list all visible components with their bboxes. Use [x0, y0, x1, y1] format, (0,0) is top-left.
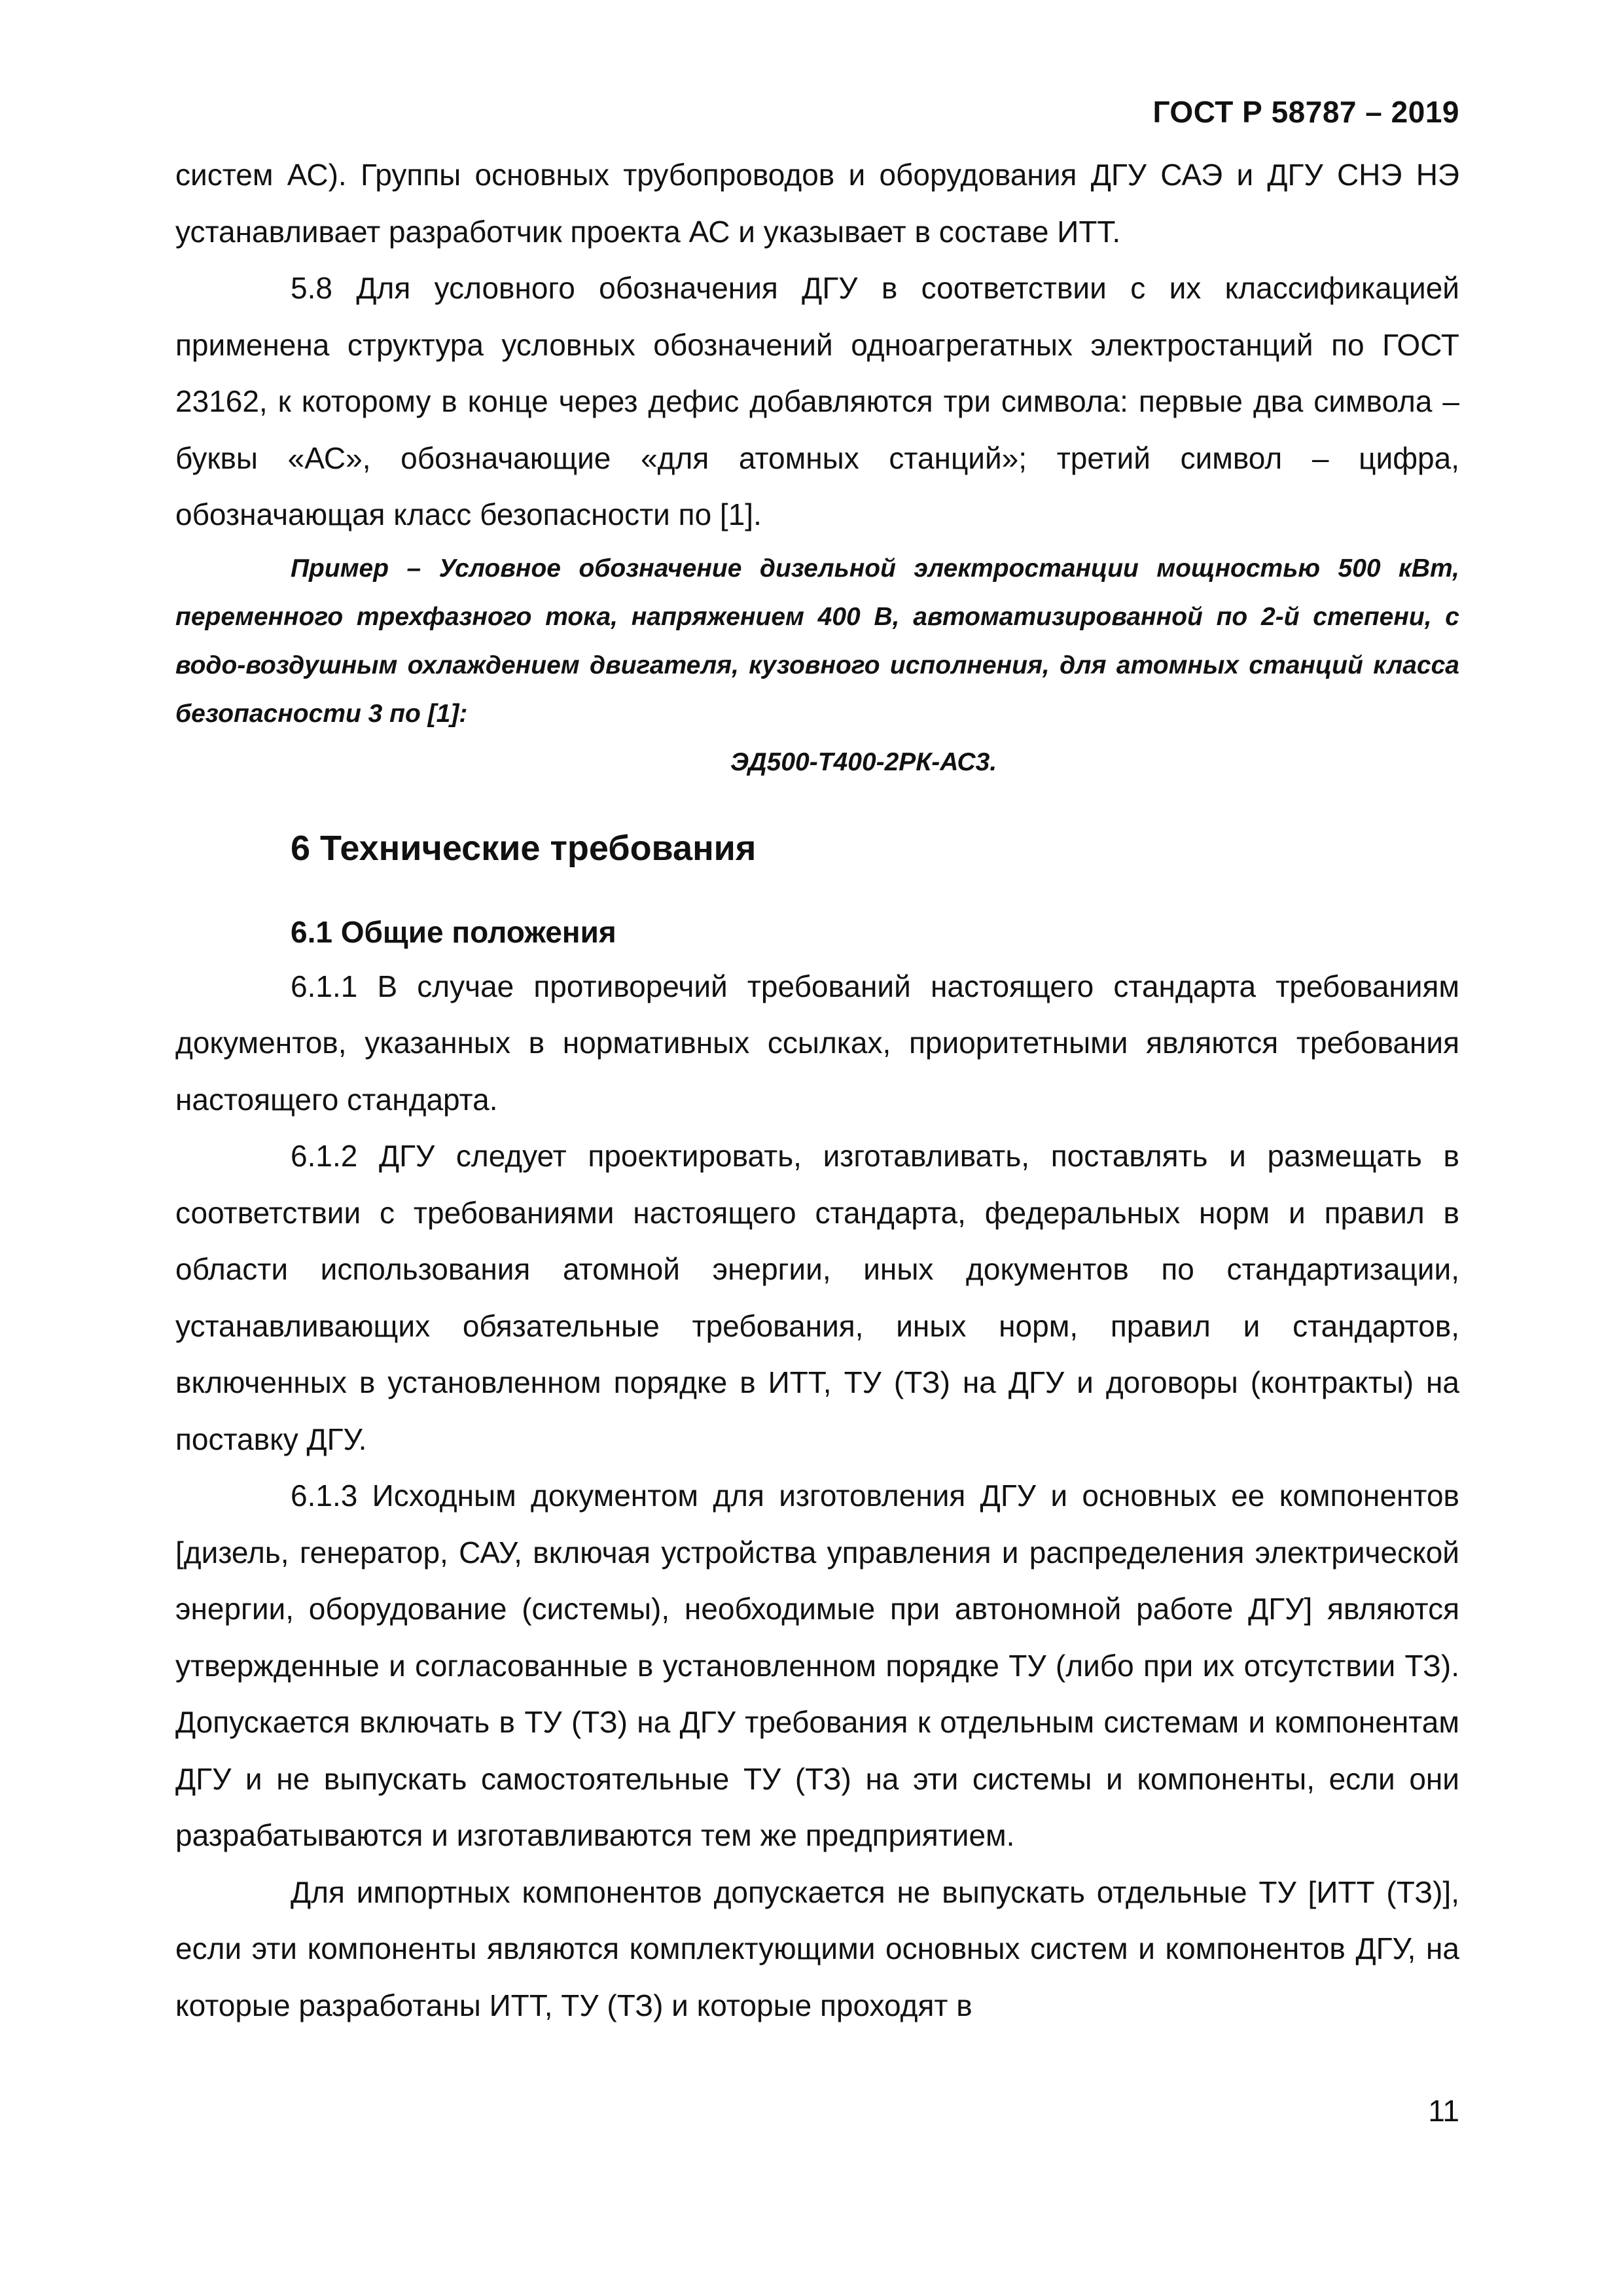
subsection-heading-6-1: 6.1 Общие положения — [291, 914, 616, 949]
paragraph-imported-components: Для импортных компонентов допускается не выпускать отдельные ТУ [ИТТ (ТЗ)], если эти компоненты являются комплектующими основных систем и компонентов ДГУ, на которые разработаны ИТТ, ТУ (ТЗ) и которые проходят в — [175, 1874, 1459, 2022]
document-id-header: ГОСТ Р 58787 – 2019 — [1152, 95, 1459, 129]
section-heading-6: 6 Технические требования — [291, 828, 757, 868]
paragraph-5-8: 5.8 Для условного обозначения ДГУ в соответствии с их классификацией применена структура условных обозначений одноагрегатных электростанций по ГОСТ 23162, к которому в конце через дефис добавляются три символа: первые два символа – буквы «АС», обозначающие «для атомных станций»; третий символ – цифра, обозначающая класс безопасности по [1]. — [175, 271, 1459, 531]
paragraph-6-1-3: 6.1.3 Исходным документом для изготовления ДГУ и основных ее компонентов [дизель, генератор, САУ, включая устройства управления и распределения электрической энергии, оборудование (системы), необходимые при автономной работе ДГУ] являются утвержденные и согласованные в установленном порядке ТУ (либо при их отсутствии ТЗ). Допускается включать в ТУ (ТЗ) на ДГУ требования к отдельным системам и компонентам ДГУ и не выпускать самостоятельные ТУ (ТЗ) на эти системы и компоненты, если они разрабатываются и изготавливаются тем же предприятием. — [175, 1479, 1459, 1852]
example-note: Пример – Условное обозначение дизельной электростанции мощностью 500 кВт, переменного трехфазного тока, напряжением 400 В, автоматизированной по 2-й степени, с водо-воздушным охлаждением двигателя, кузовного исполнения, для атомных станций класса безопасности 3 по [1]: — [175, 554, 1459, 728]
page-body — [175, 147, 1459, 2034]
paragraph-6-1-1: 6.1.1 В случае противоречий требований настоящего стандарта требованиям документов, указанных в нормативных ссылках, приоритетными являются требования настоящего стандарта. — [175, 969, 1459, 1117]
paragraph-continuation: систем АС). Группы основных трубопроводов и оборудования ДГУ САЭ и ДГУ СНЭ НЭ устанавливает разработчик проекта АС и указывает в составе ИТТ. — [175, 158, 1459, 249]
paragraph-6-1-2: 6.1.2 ДГУ следует проектировать, изготавливать, поставлять и размещать в соответствии с требованиями настоящего стандарта, федеральных норм и правил в области использования атомной энергии, иных документов по стандартизации, устанавливающих обязательные требования, иных норм, правил и стандартов, включенных в установленном порядке в ИТТ, ТУ (ТЗ) на ДГУ и договоры (контракты) на поставку ДГУ. — [175, 1139, 1459, 1456]
example-designation-code: ЭД500-Т400-2РК-АС3. — [730, 747, 997, 776]
page-number: 11 — [1428, 2094, 1459, 2128]
